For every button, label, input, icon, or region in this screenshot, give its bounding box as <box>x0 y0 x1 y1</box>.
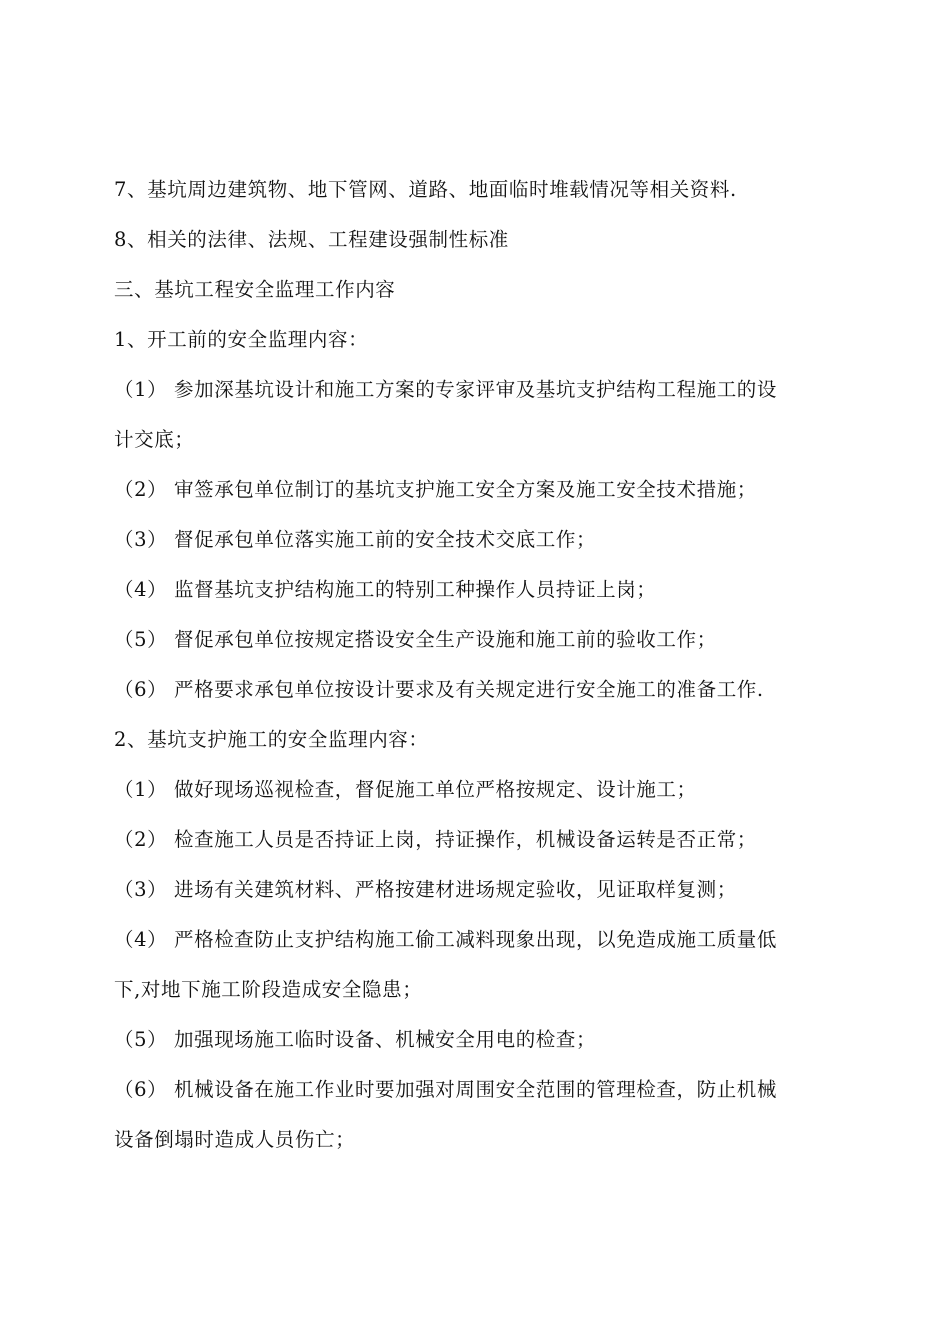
paragraph-line: （3） 督促承包单位落实施工前的安全技术交底工作； <box>114 528 597 551</box>
paragraph-line: （2） 检查施工人员是否持证上岗，持证操作，机械设备运转是否正常； <box>114 828 757 851</box>
paragraph-line: （5） 督促承包单位按规定搭设安全生产设施和施工前的验收工作； <box>114 628 717 651</box>
subsection-heading: 1、开工前的安全监理内容： <box>114 328 369 351</box>
paragraph-line: （6） 严格要求承包单位按设计要求及有关规定进行安全施工的准备工作. <box>114 678 764 701</box>
paragraph-line: 计交底； <box>114 428 195 451</box>
paragraph-line: （1） 做好现场巡视检查，督促施工单位严格按规定、设计施工； <box>114 778 697 801</box>
paragraph-line: （4） 监督基坑支护结构施工的特别工种操作人员持证上岗； <box>114 578 657 601</box>
paragraph-line: （4） 严格检查防止支护结构施工偷工减料现象出现，以免造成施工质量低 <box>114 928 778 951</box>
paragraph-line: （6） 机械设备在施工作业时要加强对周围安全范围的管理检查，防止机械 <box>114 1078 778 1101</box>
paragraph-line: 8、相关的法律、法规、工程建设强制性标准 <box>114 228 509 251</box>
paragraph-line: （2） 审签承包单位制订的基坑支护施工安全方案及施工安全技术措施； <box>114 478 757 501</box>
section-heading: 三、基坑工程安全监理工作内容 <box>114 278 396 301</box>
paragraph-line: （5） 加强现场施工临时设备、机械安全用电的检查； <box>114 1028 597 1051</box>
paragraph-line: 设备倒塌时造成人员伤亡； <box>114 1128 356 1151</box>
paragraph-line: （1） 参加深基坑设计和施工方案的专家评审及基坑支护结构工程施工的设 <box>114 378 778 401</box>
paragraph-line: 7、基坑周边建筑物、地下管网、道路、地面临时堆载情况等相关资料. <box>114 178 737 201</box>
paragraph-line: 下,对地下施工阶段造成安全隐患； <box>114 978 423 1001</box>
subsection-heading: 2、基坑支护施工的安全监理内容： <box>114 728 429 751</box>
paragraph-line: （3） 进场有关建筑材料、严格按建材进场规定验收，见证取样复测； <box>114 878 737 901</box>
